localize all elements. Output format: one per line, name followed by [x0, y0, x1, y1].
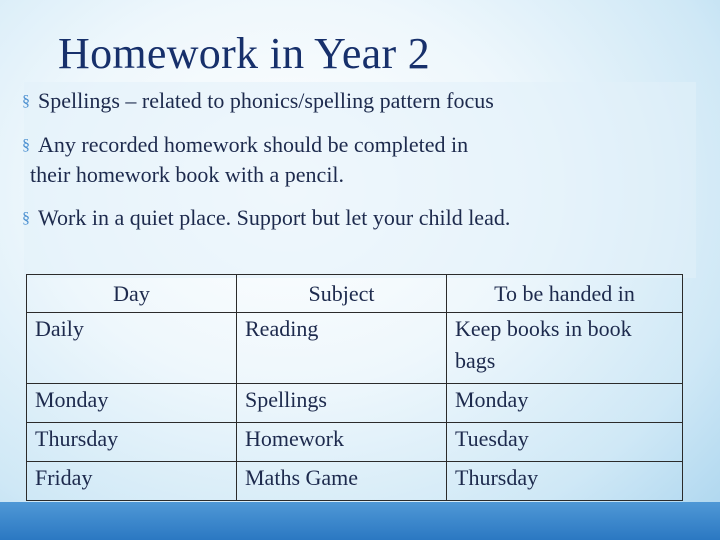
bullet-marker-icon: § — [22, 93, 30, 110]
cell-subject: Maths Game — [237, 462, 447, 501]
cell-day: Monday — [27, 384, 237, 423]
handed-in-line: Keep books in book — [455, 316, 632, 341]
bullet-quiet-place — [22, 203, 510, 233]
table-row — [27, 423, 683, 462]
cell-subject: Homework — [237, 423, 447, 462]
cell-day: Friday — [27, 462, 237, 501]
cell-subject: Reading — [237, 313, 447, 384]
bullet-text-continued: their homework book with a pencil. — [30, 162, 345, 187]
cell-handed-in: Tuesday — [447, 423, 683, 462]
cell-subject: Spellings — [237, 384, 447, 423]
cell-day: Daily — [27, 313, 237, 384]
cell-day: Thursday — [27, 423, 237, 462]
header-day: Day — [27, 275, 237, 313]
bullet-spellings — [22, 86, 494, 116]
homework-table — [26, 274, 683, 501]
cell-handed-in: Thursday — [447, 462, 683, 501]
slide-title: Homework in Year 2 — [58, 29, 431, 78]
bullet-marker-icon: § — [22, 137, 30, 154]
bullet-text: Any recorded homework should be completed in — [38, 132, 469, 157]
cell-handed-in — [447, 313, 683, 384]
table-row — [27, 313, 683, 384]
table-row — [27, 384, 683, 423]
header-handed-in: To be handed in — [447, 275, 683, 313]
footer-bar — [0, 502, 720, 540]
bullet-marker-icon: § — [22, 210, 30, 227]
handed-in-line: bags — [455, 348, 496, 373]
table-header-row — [27, 275, 683, 313]
bullet-text: Work in a quiet place. Support but let your child lead. — [38, 205, 511, 230]
bullet-text: Spellings – related to phonics/spelling pattern focus — [38, 88, 494, 113]
bullet-recorded-homework — [22, 130, 662, 189]
header-subject: Subject — [237, 275, 447, 313]
table-row — [27, 462, 683, 501]
cell-handed-in: Monday — [447, 384, 683, 423]
